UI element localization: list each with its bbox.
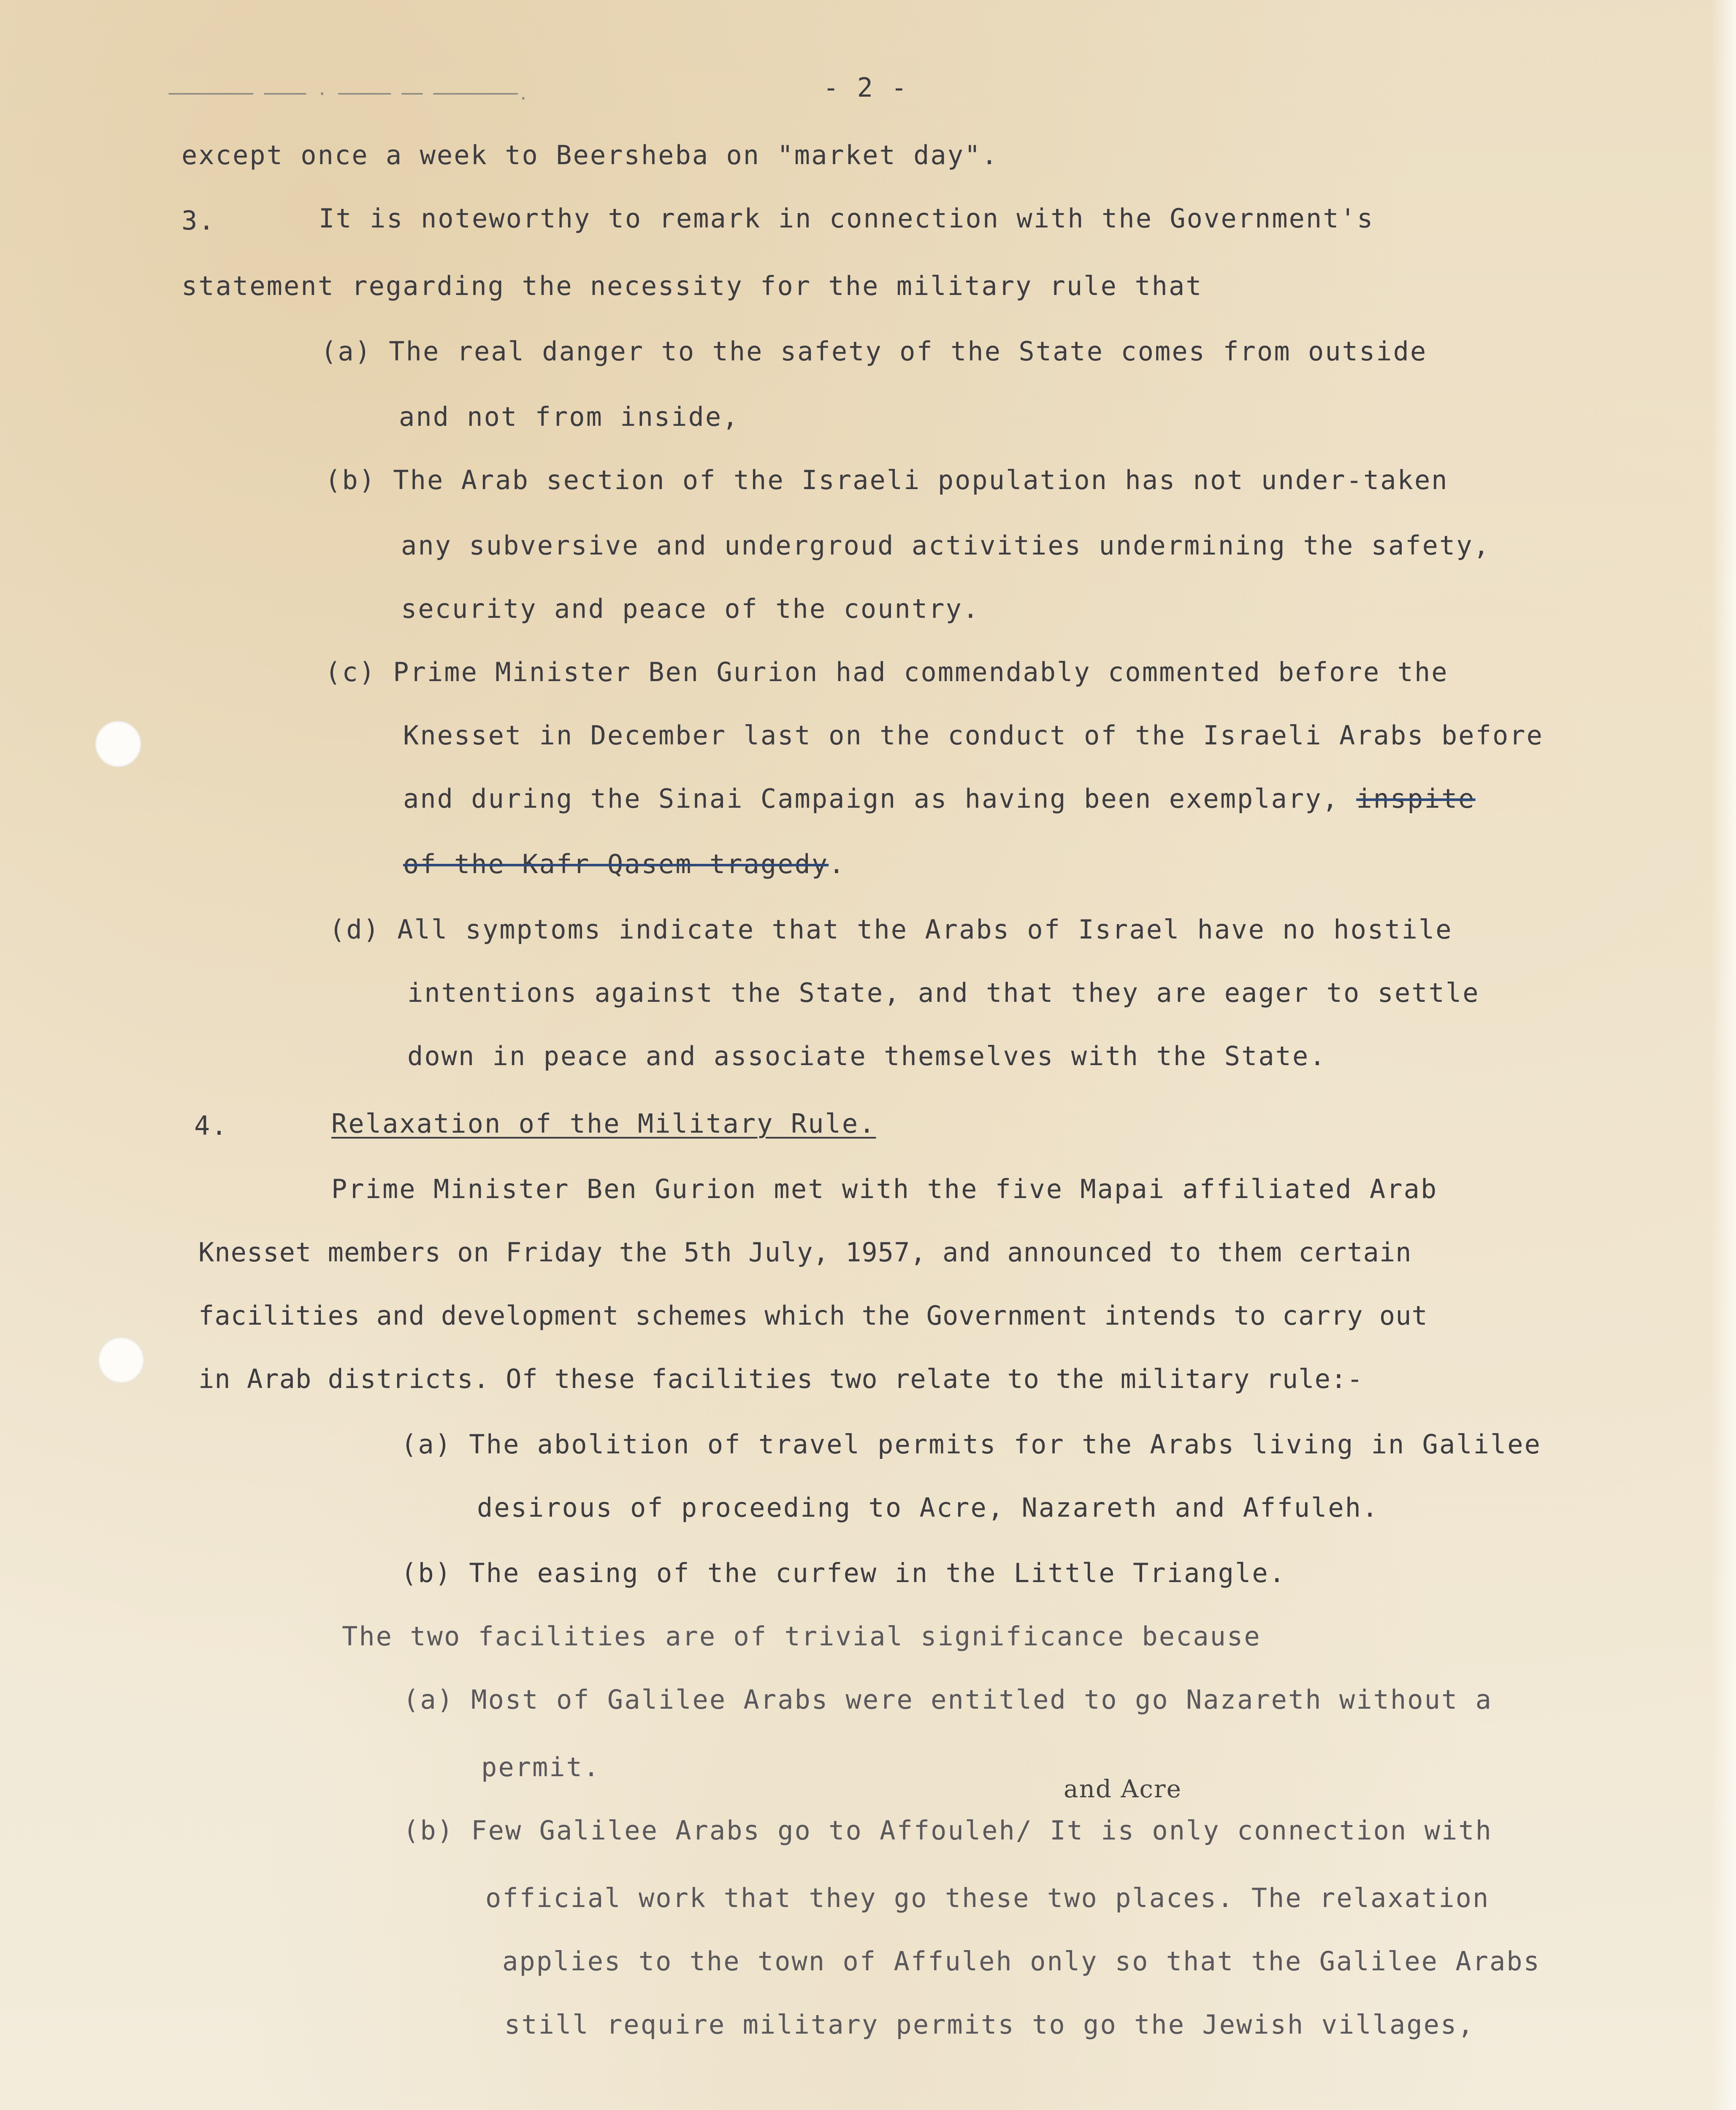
text-span: . bbox=[829, 849, 846, 879]
text-line: Knesset in December last on the conduct of the Israeli Arabs before bbox=[403, 720, 1544, 751]
page-edge bbox=[1711, 0, 1736, 2110]
text-line: facilities and development schemes which the Government intends to carry out bbox=[198, 1300, 1428, 1331]
text-line: Prime Minister Ben Gurion met with the five Mapai affiliated Arab bbox=[331, 1174, 1438, 1204]
text-line: any subversive and undergroud activities undermining the safety, bbox=[401, 530, 1490, 561]
text-line: except once a week to Beersheba on "market day". bbox=[181, 140, 999, 170]
text-line: statement regarding the necessity for the military rule that bbox=[181, 271, 1203, 301]
paragraph-number: 4. bbox=[194, 1110, 228, 1141]
text-line: security and peace of the country. bbox=[401, 593, 980, 624]
list-item: (c) Prime Minister Ben Gurion had commendably commented before the bbox=[325, 657, 1449, 687]
struck-text: inspite bbox=[1356, 783, 1476, 814]
text-line bbox=[403, 848, 846, 880]
text-line: permit. bbox=[481, 1752, 601, 1783]
list-item: (b) The easing of the curfew in the Little Triangle. bbox=[401, 1558, 1286, 1588]
list-item: (a) The real danger to the safety of the State comes from outside bbox=[321, 336, 1427, 367]
list-item: (a) Most of Galilee Arabs were entitled to go Nazareth without a bbox=[403, 1684, 1492, 1715]
struck-text: of the Kafr Qasem tragedy bbox=[403, 849, 829, 879]
text-line: It is noteworthy to remark in connection with the Government's bbox=[319, 203, 1374, 234]
header-smudge: ──────── ──── · ───── ── ────────. bbox=[169, 84, 529, 104]
paragraph-number: 3. bbox=[181, 205, 216, 236]
punch-hole bbox=[95, 721, 141, 767]
text-line: official work that they go these two places. The relaxation bbox=[485, 1883, 1490, 1913]
list-item: (a) The abolition of travel permits for the Arabs living in Galilee bbox=[401, 1429, 1541, 1460]
text-line: The two facilities are of trivial significance because bbox=[342, 1621, 1261, 1652]
handwritten-insertion: and Acre bbox=[1064, 1775, 1182, 1803]
punch-hole bbox=[98, 1337, 144, 1383]
text-line: down in peace and associate themselves with the State. bbox=[407, 1041, 1327, 1071]
list-item: (b) Few Galilee Arabs go to Affouleh/ It is only connection with bbox=[403, 1815, 1492, 1846]
text-line: Knesset members on Friday the 5th July, 1957, and announced to them certain bbox=[198, 1237, 1412, 1268]
text-line: applies to the town of Affuleh only so that the Galilee Arabs bbox=[502, 1946, 1541, 1977]
text-span: and during the Sinai Campaign as having been exemplary, bbox=[403, 783, 1357, 814]
list-item: (d) All symptoms indicate that the Arabs of Israel have no hostile bbox=[329, 914, 1453, 945]
text-line: in Arab districts. Of these facilities two relate to the military rule:- bbox=[198, 1363, 1363, 1394]
text-line bbox=[403, 783, 1476, 815]
page-number: - 2 - bbox=[823, 72, 908, 103]
list-item: (b) The Arab section of the Israeli population has not under-taken bbox=[325, 465, 1449, 495]
section-heading: Relaxation of the Military Rule. bbox=[331, 1108, 876, 1139]
text-line: desirous of proceeding to Acre, Nazareth and Affuleh. bbox=[477, 1492, 1379, 1523]
text-line: and not from inside, bbox=[399, 401, 739, 432]
text-line: intentions against the State, and that they are eager to settle bbox=[407, 977, 1480, 1008]
text-line: still require military permits to go the Jewish villages, bbox=[504, 2009, 1475, 2040]
